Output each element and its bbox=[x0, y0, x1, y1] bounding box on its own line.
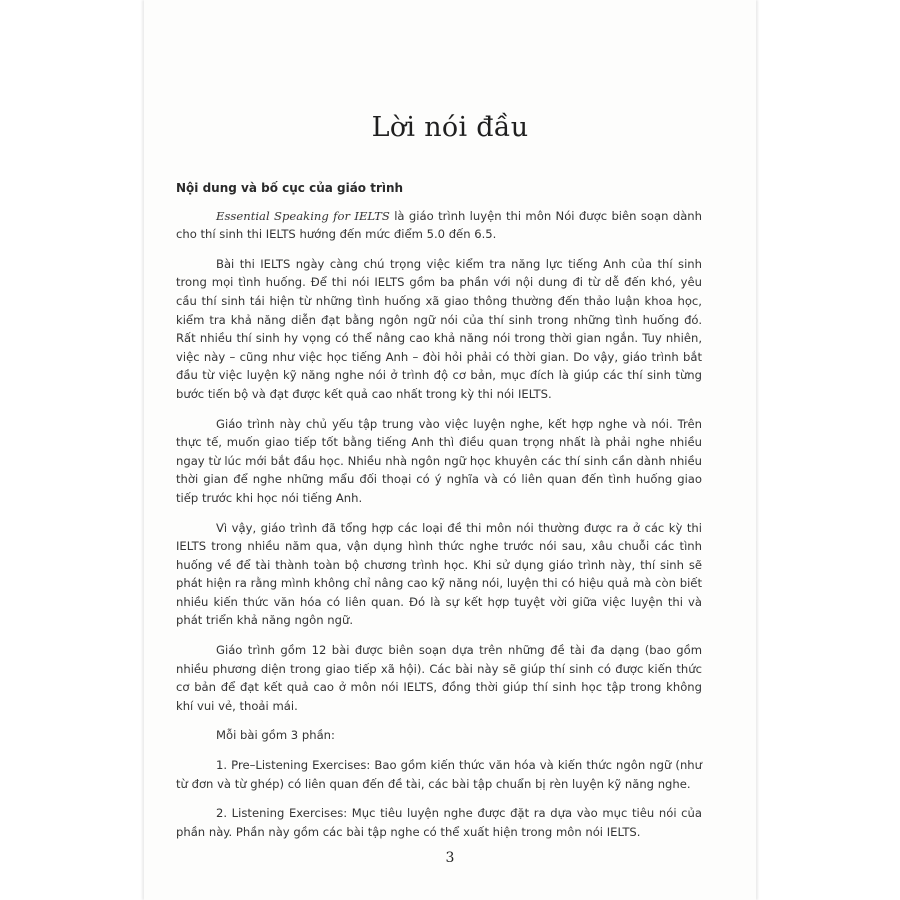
book-page bbox=[144, 0, 756, 900]
background-left bbox=[0, 0, 144, 900]
paragraph-4: Giáo trình gồm 12 bài được biên soạn dựa trên những đề tài đa dạng (bao gồm nhiều phương diện trong giao tiếp xã hội). Các bài này sẽ giúp thí sinh có được kiến thức cơ bản để đạt kết quả cao ở môn nói IELTS, đồng thời giúp thí sinh học tập trong không khí vui vẻ, thoải mái. bbox=[176, 643, 702, 713]
page-content bbox=[176, 179, 702, 852]
list-item-listening: 2. Listening Exercises: Mục tiêu luyện nghe được đặt ra dựa vào mục tiêu nói của phần này. Phần này gồm các bài tập nghe có thể xuất hiện trong môn nói IELTS. bbox=[176, 806, 702, 839]
intro-text: là giáo trình luyện thi môn Nói được biên soạn dành cho thí sinh thi IELTS hướng đến mức điểm 5.0 đến 6.5. bbox=[176, 208, 702, 242]
background-right bbox=[756, 0, 900, 900]
intro-paragraph bbox=[176, 207, 702, 244]
paragraph-3: Vì vậy, giáo trình đã tổng hợp các loại đề thi môn nói thường được ra ở các kỳ thi IELTS trong nhiều năm qua, vận dụng hình thức nghe trước nói sau, xâu chuỗi các tình huống về để tài thành toàn bộ chương trình học. Khi sử dụng giáo trình này, thí sinh sẽ phát hiện ra rằng mình không chỉ nâng cao kỹ năng nói, luyện thi có hiệu quả mà còn biết nhiều kiến thức văn hóa có liên quan. Đó là sự kết hợp tuyệt vời giữa việc luyện thi và phát triển khả năng ngôn ngữ. bbox=[176, 520, 702, 628]
book-title: Essential Speaking for IELTS bbox=[216, 208, 390, 223]
page-number: 3 bbox=[445, 850, 455, 866]
paragraph-1: Bài thi IELTS ngày càng chú trọng việc kiểm tra năng lực tiếng Anh của thí sinh trong mọi tình huống. Để thi nói IELTS gồm ba phần với nội dung đi từ dễ đến khó, yêu cầu thí sinh tái hiện từ những tình huống xã giao thông thường đến thảo luận khoa học, kiểm tra khả năng diễn đạt bằng ngôn ngữ nói của thí sinh trong những tình huống đó. Rất nhiều thí sinh hy vọng có thể nâng cao khả năng nói trong thời gian ngắn. Tuy nhiên, việc này – cũng như việc học tiếng Anh – đòi hỏi phải có thời gian. Do vậy, giáo trình bắt đầu từ việc luyện kỹ năng nghe nói ở trình độ cơ bản, mục đích là giúp các thí sinh từng bước tiến bộ và đạt được kết quả cao nhất trong kỳ thi nói IELTS. bbox=[176, 256, 702, 401]
paragraph-2: Giáo trình này chủ yếu tập trung vào việc luyện nghe, kết hợp nghe và nói. Trên thực tế, muốn giao tiếp tốt bằng tiếng Anh thì điều quan trọng nhất là phải nghe nhiều ngay từ lúc mới bắt đầu học. Nhiều nhà ngôn ngữ học khuyên các thí sinh cần dành nhiều thời gian để nghe những mẩu đối thoại có ý nghĩa và có liên quan đến tình huống giao tiếp trước khi học nói tiếng Anh. bbox=[176, 416, 702, 505]
paragraph-5: Mỗi bài gồm 3 phần: bbox=[216, 728, 335, 743]
list-item-pre-listening: 1. Pre–Listening Exercises: Bao gồm kiến thức văn hóa và kiến thức ngôn ngữ (như từ đơn và từ ghép) có liên quan đến đề tài, các bài tập chuẩn bị rèn luyện kỹ năng nghe. bbox=[176, 758, 702, 791]
page-title: Lời nói đầu bbox=[371, 112, 529, 143]
section-heading: Nội dung và bố cục của giáo trình bbox=[176, 181, 404, 195]
